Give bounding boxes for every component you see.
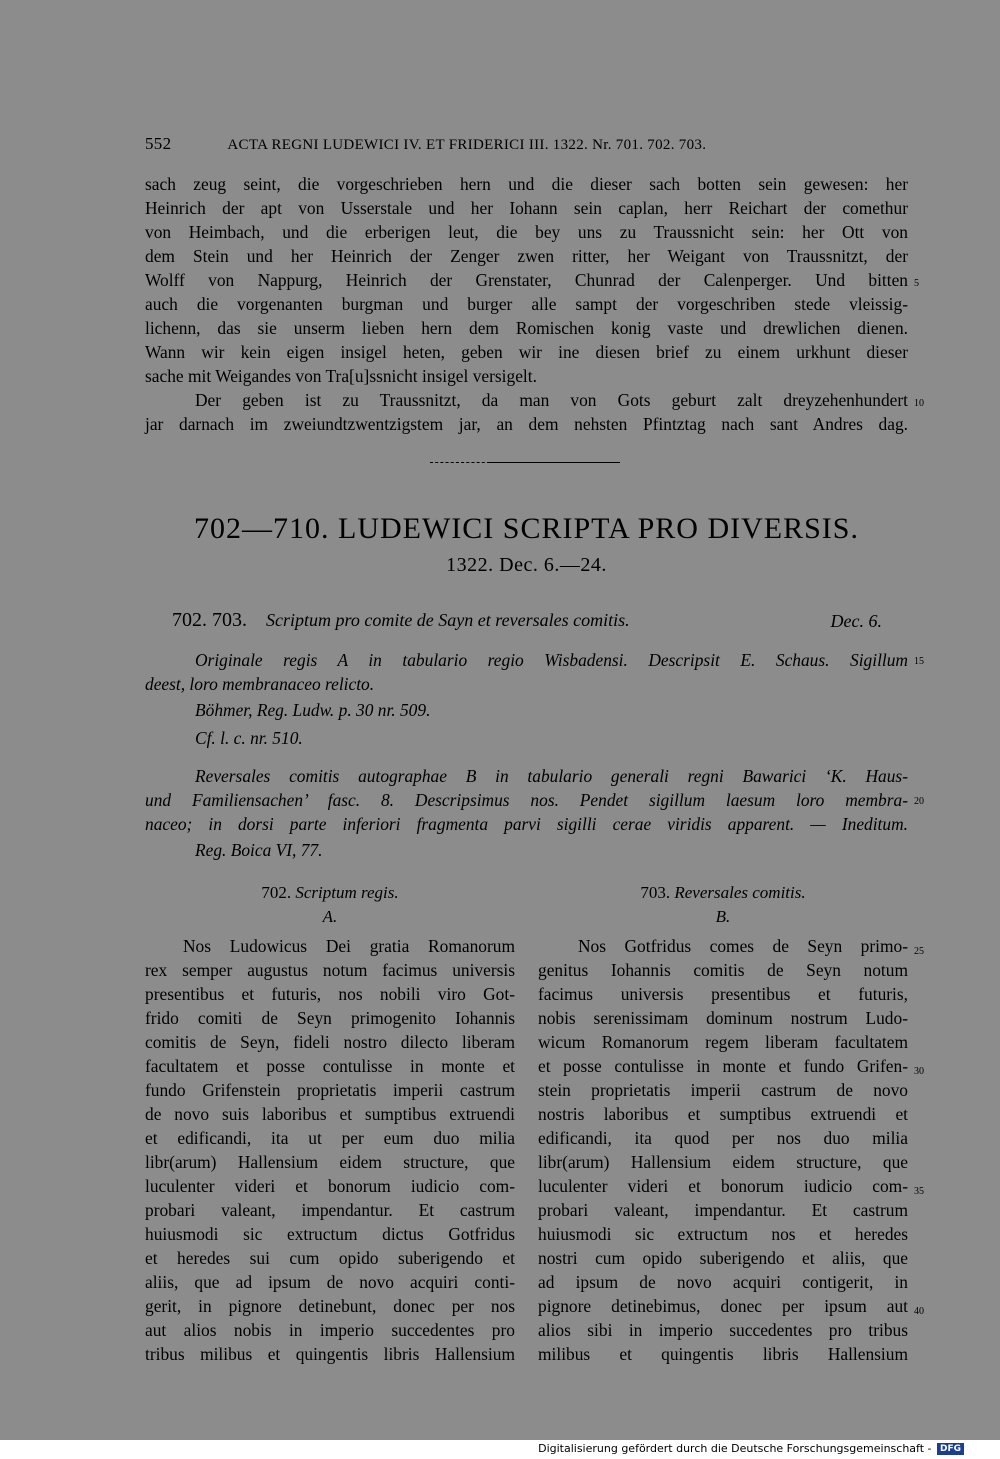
text-line: huiusmodi sic extructum dictus Gotfridus <box>145 1224 515 1244</box>
left-column-title: Scriptum regis. <box>295 883 399 902</box>
text-line: libr(arum) Hallensium eidem structure, que <box>145 1152 515 1172</box>
text-line: Heinrich der apt von Usserstale und her Iohann sein caplan, herr Reichart der comethur <box>145 198 908 218</box>
text-line: et heredes sui cum opido suberigendo et <box>145 1248 515 1268</box>
margin-line-number: 25 <box>914 946 924 957</box>
text-line: Wolff von Nappurg, Heinrich der Grenstater, Chunrad der Calenperger. Und bitten <box>145 270 908 290</box>
footer-credit <box>538 1442 964 1455</box>
separator-rule <box>490 462 620 463</box>
text-line: lichenn, das sie unserm lieben hern dem Romischen konig vaste und drewlichen dienen. <box>145 318 908 338</box>
note-line: deest, loro membranaceo relicto. <box>145 674 375 694</box>
text-line: sache mit Weigandes von Tra[u]ssnicht insigel versigelt. <box>145 366 537 386</box>
text-line: facultatem et posse contulisse in monte et <box>145 1056 515 1076</box>
note-line: Reversales comitis autographae B in tabulario generali regni Bawarici ‘K. Haus- <box>195 766 908 786</box>
right-column-number: 703. <box>640 883 671 902</box>
text-line: frido comiti de Seyn primogenito Iohannis <box>145 1008 515 1028</box>
page-number: 552 <box>145 134 172 153</box>
text-line: rex semper augustus notum facimus universis <box>145 960 515 980</box>
running-title: ACTA REGNI LUDEWICI IV. ET FRIDERICI III. 1322. Nr. 701. 702. 703. <box>227 137 707 153</box>
document-numbers: 702. 703. <box>172 609 247 631</box>
text-line: Nos Ludowicus Dei gratia Romanorum <box>183 936 515 956</box>
text-line: ad ipsum de novo acquiri contigerit, in <box>538 1272 908 1292</box>
document-title: Scriptum pro comite de Sayn et reversales comitis. <box>266 610 630 630</box>
margin-line-number: 35 <box>914 1186 924 1197</box>
running-head <box>145 134 815 154</box>
footer-text: Digitalisierung gefördert durch die Deutsche Forschungsgemeinschaft - <box>538 1442 932 1455</box>
text-line: facimus universis presentibus et futuris, <box>538 984 908 1004</box>
text-line: Der geben ist zu Traussnitzt, da man von Gots geburt zalt dreyzehenhundert <box>195 390 908 410</box>
note-line: Cf. l. c. nr. 510. <box>195 728 303 748</box>
text-line: wicum Romanorum regem liberam facultatem <box>538 1032 908 1052</box>
text-line: nostri cum opido suberigendo et aliis, que <box>538 1248 908 1268</box>
text-line: huiusmodi sic extructum nos et heredes <box>538 1224 908 1244</box>
separator-rule <box>430 462 490 463</box>
text-line: et posse contulisse in monte et fundo Grifen- <box>538 1056 908 1076</box>
note-line: Originale regis A in tabulario regio Wisbadensi. Descripsit E. Schaus. Sigillum <box>195 650 908 670</box>
text-line: sach zeug seint, die vorgeschrieben hern und die dieser sach botten sein gewesen: her <box>145 174 908 194</box>
margin-line-number: 30 <box>914 1066 924 1077</box>
text-line: von Heimbach, und die erberigen leut, die bey uns zu Traussnicht sein: her Ott von <box>145 222 908 242</box>
text-line: alios sibi in imperio succedentes pro tribus <box>538 1320 908 1340</box>
text-line: Nos Gotfridus comes de Seyn primo- <box>578 936 908 956</box>
text-line: aut alios nobis in imperio succedentes pro <box>145 1320 515 1340</box>
document-date: Dec. 6. <box>830 611 882 631</box>
left-column-siglum: A. <box>322 907 338 926</box>
text-line: probari valeant, impendantur. Et castrum <box>538 1200 908 1220</box>
note-line: Reg. Boica VI, 77. <box>195 840 323 860</box>
text-line: pignore detinebimus, donec per ipsum aut <box>538 1296 908 1316</box>
section-title: 702—710. LUDEWICI SCRIPTA PRO DIVERSIS. <box>194 512 859 545</box>
text-line: de novo suis laboribus et sumptibus extruendi <box>145 1104 515 1124</box>
margin-line-number: 5 <box>914 278 919 289</box>
note-line: und Familiensachen’ fasc. 8. Descripsimus nos. Pendet sigillum laesum loro membra- <box>145 790 908 810</box>
text-line: comitis de Seyn, fideli nostro dilecto liberam <box>145 1032 515 1052</box>
right-column-heading <box>538 883 908 903</box>
margin-line-number: 10 <box>914 398 924 409</box>
text-line: et edificandi, ita ut per eum duo milia <box>145 1128 515 1148</box>
text-line: aliis, que ad ipsum de novo acquiri conti- <box>145 1272 515 1292</box>
note-line: naceo; in dorsi parte inferiori fragmenta parvi sigilli cerae viridis apparent. — Ineditum. <box>145 814 908 834</box>
section-date: 1322. Dec. 6.—24. <box>446 554 607 576</box>
margin-line-number: 20 <box>914 796 924 807</box>
text-line: auch die vorgenanten burgman und burger alle sampt der vorgeschriben stede vleissig- <box>145 294 908 314</box>
text-line: nobis serenissimam dominum nostrum Ludo- <box>538 1008 908 1028</box>
text-line: jar darnach im zweiundtzwentzigstem jar, an dem nehsten Pfintztag nach sant Andres dag. <box>145 414 908 434</box>
text-line: nostris laboribus et sumptibus extruendi et <box>538 1104 908 1124</box>
right-column-title: Reversales comitis. <box>674 883 806 902</box>
text-line: probari valeant, impendantur. Et castrum <box>145 1200 515 1220</box>
text-line: dem Stein und her Heinrich der Zenger zwen ritter, her Weigant von Traussnitzt, der <box>145 246 908 266</box>
text-line: stein proprietatis imperii castrum de novo <box>538 1080 908 1100</box>
margin-line-number: 40 <box>914 1306 924 1317</box>
text-line: Wann wir kein eigen insigel heten, geben wir ine diesen brief zu einem urkhunt dieser <box>145 342 908 362</box>
text-line: luculenter videri et bonorum iudicio com- <box>145 1176 515 1196</box>
dfg-logo-icon: DFG <box>937 1443 964 1455</box>
text-line: libr(arum) Hallensium eidem structure, que <box>538 1152 908 1172</box>
text-line: tribus milibus et quingentis libris Hallensium <box>145 1344 515 1364</box>
note-line: Böhmer, Reg. Ludw. p. 30 nr. 509. <box>195 700 431 720</box>
right-column-siglum: B. <box>715 907 731 926</box>
document-heading <box>172 609 882 632</box>
text-line: edificandi, ita quod per nos duo milia <box>538 1128 908 1148</box>
margin-line-number: 15 <box>914 656 924 667</box>
text-line: presentibus et futuris, nos nobili viro Got- <box>145 984 515 1004</box>
left-column-number: 702. <box>261 883 292 902</box>
text-line: luculenter videri et bonorum iudicio com- <box>538 1176 908 1196</box>
text-line: fundo Grifenstein proprietatis imperii castrum <box>145 1080 515 1100</box>
left-column-heading <box>145 883 515 903</box>
text-line: gerit, in pignore detinebunt, donec per nos <box>145 1296 515 1316</box>
text-line: milibus et quingentis libris Hallensium <box>538 1344 908 1364</box>
text-line: genitus Iohannis comitis de Seyn notum <box>538 960 908 980</box>
